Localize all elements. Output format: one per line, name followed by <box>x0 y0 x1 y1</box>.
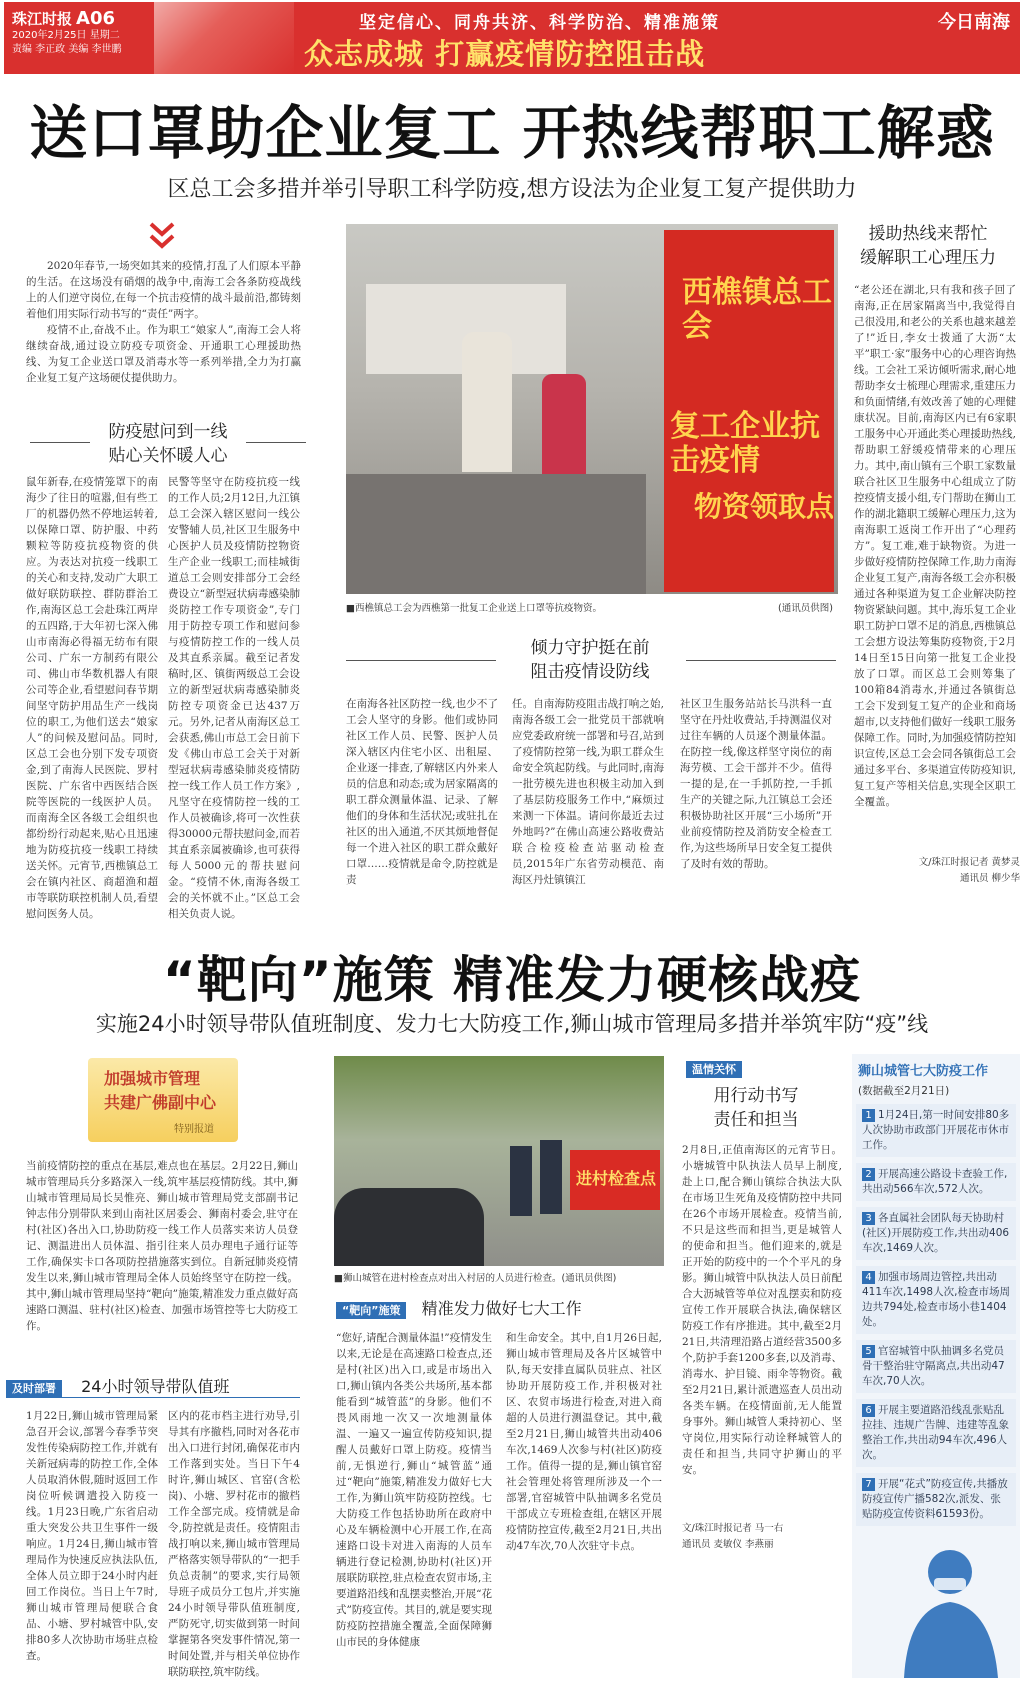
article2-section2-col2: 和生命安全。其中,自1月26日起,狮山城市管理局及各片区城管中队,每天安排直属队员驻点、社区协助开展防疫工作,并积极对社区、农贸市场进行检查,对进入商超的人员进行测温登记。其中,截至2月21日,狮山城管共出动406车次,1469人次参与村(社区)防疫工作。值得一提的是,狮山镇官窑社会管理处将管理所涉及一个一部署,官窑城管中队抽调多名党员干部成立专班检查组,在辖区开展疫情防控宣传,截至2月21日,共出动47车次,70人次驻守卡点。 <box>506 1332 662 1552</box>
section2-title <box>500 636 680 684</box>
article2-byline-1: 文/珠江时报记者 马一右 <box>682 1523 784 1534</box>
task-number-badge: 7 <box>862 1478 875 1491</box>
banner-text-1: 西樵镇总工会 <box>682 275 832 344</box>
article1-byline-1: 文/珠江时报记者 黄梦灵 <box>918 857 1020 868</box>
logo-line1: 加强城市管理 <box>104 1069 201 1088</box>
sidebar1-title <box>848 222 1008 270</box>
rule <box>246 442 306 443</box>
article1-section2-col1: 在南海各社区防控一线,也少不了工会人坚守的身影。他们或协同社区工作人员、民警、医护人员深入辖区内住宅小区、出租屋、企业逐一排查,了解辖区内外来人员的信息和动态;或为居家隔离的职工群众测量体温、记录、了解他们的身体和生活状况;或驻扎在社区的出入通道,不厌其烦地督促每一个进入社区的职工群众戴好口罩……疫情就是命令,防控就是责 <box>346 698 498 886</box>
task-text: 开展“花式”防疫宣传,共播放防疫宣传广播582次,派发、张贴防疫宣传资料61593份。 <box>862 1478 1008 1520</box>
article2-section2-title: 精准发力做好七大工作 <box>421 1299 582 1318</box>
article1-photo <box>346 224 838 594</box>
rule <box>686 660 836 661</box>
banner-text-2: 复工企业抗击疫情 <box>670 409 820 478</box>
article2-headline: “靶向”施策 精准发力硬核战疫 <box>162 951 862 1009</box>
checkpoint-sign-text: 进村检查点 <box>576 1169 657 1188</box>
slogan-top: 坚定信心、同舟共济、科学防治、精准施策 <box>359 13 720 33</box>
section2-title-line2: 阻击疫情设防线 <box>530 662 650 682</box>
photo-person <box>462 332 512 472</box>
article1-section2-col3: 社区卫生服务站站长马洪科一直坚守在丹灶收费站,手持测温仪对过往车辆的人员逐个测量体温。在防控一线,像这样坚守岗位的南海劳模、工会干部并不少。值得一提的是,在一手抓防控,一手抓生产的关键之际,九江镇总工会还积极协助社区开展“三小场所”开业前疫情防控及消防安全检查工作,为这些场所早日安全复工提供了及时有效的帮助。 <box>680 698 832 870</box>
section1-title-line2: 贴心关怀暖人心 <box>108 446 228 466</box>
chevron-down-icon <box>148 220 176 252</box>
task-number-badge: 5 <box>862 1345 875 1358</box>
task-text: 开展高速公路设卡查验工作,共出动566车次,572人次。 <box>862 1168 1008 1195</box>
task-list-item <box>856 1399 1016 1467</box>
article2-subheadline: 实施24小时领导带队值班制度、发力七大防疫工作,狮山城市管理局多措并举筑牢防“疫”线 <box>95 1012 929 1036</box>
special-report-logo <box>88 1058 238 1142</box>
tag-timely-deployment: 及时部署 <box>6 1380 62 1397</box>
seven-tasks-panel <box>852 1054 1020 1678</box>
task-text: 加强市场周边管控,共出动411车次,1498人次,检查市场周边共794处,检查市场小巷1404处。 <box>862 1271 1010 1328</box>
article2-photo-caption: ■狮山城管在进村检查点对出入村居的人员进行检查。(通讯员供图) <box>334 1273 617 1284</box>
sidebar1-title-line2: 缓解职工心理压力 <box>860 248 996 268</box>
task-number-badge: 2 <box>862 1168 875 1181</box>
sidebar2-title-line2: 责任和担当 <box>713 1110 799 1130</box>
slogan-main: 众志成城 打赢疫情防控阻击战 <box>304 37 706 71</box>
task-list-item <box>856 1340 1016 1393</box>
seven-tasks-subtitle: (数据截至2月21日) <box>858 1085 950 1097</box>
photo-checkpoint-board <box>570 1150 660 1210</box>
photo-person <box>542 374 586 474</box>
task-list-item <box>856 1104 1016 1157</box>
task-list-item <box>856 1163 1016 1201</box>
issue-date: 2020年2月25日 星期二 <box>12 30 120 41</box>
article2-section1-col1: 1月22日,狮山城市管理局紧急召开会议,部署今春季节突发性传染病防控工作,并就有关新冠病毒的防控工作,全体人员取消休假,随时返回工作岗位听候调遣投入防疫一线。1月23日晚,广东省启动重大突发公共卫生事件一级响应。1月24日,狮山城市管理局作为快速反应执法队伍,全体人员立即于24小时内赶回工作岗位。当日上午7时,狮山城市管理局便联合食品、小塘、罗村城管中队,安排80多人次协助市场驻点检查。 <box>26 1410 158 1662</box>
article2-section2-header <box>336 1296 664 1320</box>
article1-photo-caption: ■西樵镇总工会为西樵第一批复工企业送上口罩等抗疫物资。 <box>346 603 602 614</box>
article1-photo-credit: (通讯员供图) <box>778 603 833 614</box>
seven-tasks-list <box>852 1104 1020 1526</box>
article2-section2-col1: “您好,请配合测量体温!”疫情发生以来,无论是在高速路口检查点,还是村(社区)出入口,或是市场出入口,狮山镇内各类公共场所,基本都能看到“城管蓝”的身影。他们不畏风雨地一次又一次地测量体温、一遍又一遍宣传防疫知识,提醒人员戴好口罩上防疫。疫情当前,无惧逆行,狮山“城管蓝”通过“靶向”施策,精准发力做好七大工作,为狮山筑牢防疫防控线。七大防疫工作包括协助所在政府中心及车辆检测中心开展工作,在高速路口设卡对进入南海的人员车辆进行登记检测,协助村(社区)开展联防联控,驻点检查农贸市场,主要道路沿线和乱摆卖整治,开展“花式”防疫宣传。其目的,就是要实现防疫防控措施全覆盖,全面保障狮山市民的身体健康 <box>336 1332 492 1648</box>
section2-title-line1: 倾力守护挺在前 <box>530 638 650 658</box>
article1-subheadline: 区总工会多措并举引导职工科学防疫,想方设法为企业复工复产提供助力 <box>167 177 857 202</box>
article2-section1-title: 24小时领导带队值班 <box>81 1377 230 1396</box>
sidebar2-title <box>686 1084 826 1132</box>
task-text: 官窑城管中队抽调多名党员骨干整治驻守隔离点,共出动47车次,70人次。 <box>862 1345 1005 1387</box>
sidebar1-title-line1: 援助热线来帮忙 <box>868 224 988 244</box>
task-text: 各直属社会团队每天协助村(社区)开展防疫工作,共出动406车次,1469人次。 <box>862 1212 1010 1254</box>
article2-lead: 当前疫情防控的重点在基层,难点也在基层。2月22日,狮山城市管理局兵分多路深入一线,筑牢基层疫情防线。其中,狮山城市管理局局长吴惟亮、狮山城市管理局党支部副书记钟志伟分别带队来到山南社区居委会、狮南村委会,驻守在村(社区)各出入口,协助防疫一线工作人员落实来访人员登记、测温进出人员体温、指引往来人员办理电子通行证等工作,确保实卡口各项防控措施落实到位。自新冠肺炎疫情发生以来,狮山城市管理局全体人员始终坚守在防控一线。其中,狮山城市管理局坚持“靶向”施策,精准发力重点做好高速路口测温、驻村(社区)检查、加强市场管控等七大防疫工作。 <box>26 1160 298 1332</box>
article2-section1-col2: 区内的花市档主进行劝导,引导其有序撤档,同时对各花市出入口进行封闭,确保花市内工作落到实处。当日下午4时许,狮山城区、官窑(含松岗)、小塘、罗村花市的撤档工作全部完成。疫情就是命令,防控就是责任。疫情阻击战打响以来,狮山城市管理局严格落实领导带队的“一把手负总责制”的要求,实行局领导班子成员分工包片,并实施24小时领导带队值班制度,严防死守,切实做到第一时间掌握第各突发事件情况,第一时间处置,并与相关单位协作联防联控,筑牢防线。 <box>168 1410 300 1678</box>
article2-photo <box>334 1056 664 1266</box>
photo-person <box>510 1146 532 1216</box>
article1-lead-p2: 疫情不止,奋战不止。作为职工“娘家人”,南海工会人将继续奋战,通过设立防疫专项资金、开通职工心理援助热线、为复工企业送口罩及消毒水等一系列举措,全力为打赢企业复工复产这场硬仗提供助力。 <box>26 324 301 384</box>
photo-car <box>334 1188 484 1266</box>
masthead <box>4 2 1020 74</box>
task-text: 开展主要道路沿线乱张贴乱拉挂、违规广告牌、违建等乱象整治工作,共出动94车次,496人次。 <box>862 1404 1009 1461</box>
article2-byline-2: 通讯员 麦敏仪 李燕丽 <box>682 1539 774 1550</box>
task-list-item <box>856 1473 1016 1526</box>
task-text: 1月24日,第一时间安排80多人次协助市政部门开展花市休市工作。 <box>862 1109 1010 1151</box>
sidebar1-body: “老公还在湖北,只有我和孩子回了南海,正在居家隔离当中,我觉得自己很没用,和老公的关系也越来越差了!”近日,李女士拨通了大沥“太平”职工·家”服务中心的心理咨询热线。工会社工采访倾听需求,耐心地帮助李女士梳理心理需求,重建压力和负面情绪,有效改善了她的心理健康状况。目前,南海区内已有6家职工服务中心开通此类心理援助热线,帮助职工舒缓疫情带来的心理压力。其中,南山镇有三个职工家数量联合社区卫生服务中心组成立了防控疫情支援小组,专门帮助在狮山工作的湖北籍职工缓解心理压力,这为南海职工返岗工作开出了“心理药方”。复工难,难于缺物资。为进一步做好疫情防控保障工作,助力南海企业复工复产,南海各级工会亦积极通过各种渠道为复工企业解决防控物资紧缺问题。其中,海乐复工企业职工防护口罩不足的消息,西樵镇总工会想方设法筹集防疫物资,于2月14日至15日向第一批复工企业投放了口罩。而区总工会则筹集了100箱84消毒水,并通过各镇街总工会下发到复工复产的企业和商场超市,以支持他们做好一线职工服务保障工作。同时,为加强疫情防控知识宣传,区总工会会同各镇街总工会通过多平台、多渠道宣传防疫知识,复工复产等相关信息,实现全区职工全覆盖。 <box>854 284 1016 808</box>
photo-person <box>540 1140 562 1214</box>
person-silhouette-icon <box>864 1538 1014 1678</box>
task-list-item <box>856 1207 1016 1260</box>
article2-section1-header <box>6 1374 300 1398</box>
editor-credit: 责编 李正政 美编 李世鹏 <box>12 44 122 55</box>
sidebar2-tag-wrap <box>686 1058 742 1077</box>
article1-lead <box>26 258 301 398</box>
task-number-badge: 1 <box>862 1109 875 1122</box>
tag-warm-care: 温情关怀 <box>686 1061 742 1078</box>
tag-targeted-policy: “靶向”施策 <box>336 1302 406 1319</box>
article1-lead-p1: 2020年春节,一场突如其来的疫情,打乱了人们原本平静的生活。在这场没有硝烟的战争中,南海工会各条防疫战线上的人们逆守岗位,在每一个抗击疫情的战斗最前沿,都铸刻着他们用实际行动书写的“责任”两字。 <box>26 260 301 320</box>
photo-red-banner <box>664 230 834 592</box>
task-list-item <box>856 1266 1016 1334</box>
seven-tasks-title: 狮山城管七大防疫工作 <box>858 1064 989 1079</box>
section1-title <box>90 420 246 468</box>
task-number-badge: 6 <box>862 1404 875 1417</box>
page-code: A06 <box>76 8 115 29</box>
task-number-badge: 4 <box>862 1271 875 1284</box>
logo-line2: 共建广佛副中心 <box>104 1093 217 1112</box>
photo-floor <box>346 474 646 594</box>
banner-text-3: 物资领取点 <box>694 490 835 523</box>
sidebar2-title-line1: 用行动书写 <box>713 1086 799 1106</box>
paper-name: 珠江时报 <box>12 10 73 28</box>
rule <box>30 442 90 443</box>
article1-byline-2: 通讯员 柳少华 <box>959 873 1020 884</box>
section-name: 今日南海 <box>938 12 1010 33</box>
logo-line3: 特别报道 <box>174 1124 214 1135</box>
article1-section1-col1: 鼠年新春,在疫情笼罩下的南海少了往日的喧嚣,但有些工厂的机器仍然不停地运转着,以保障口罩、防护服、中药颗粒等防疫抗疫物资的供应。为表达对抗疫一线职工的关心和支持,发动广大职工做好联防联控、群防群治工作,南海区总工会赴珠江两岸的五四路,于大年初七深入佛山市南海必得福无纺布有限公司、广东一方制药有限公司、佛山市华数机器人有限公司等企业,看望慰问春节期间坚守防护用品生产一线岗位的职工,为他们送去“娘家人”的问候及慰问品。同时,区总工会也分别下发专项资金,到了南海人民医院、罗村医院、广东省中西医结合医院等医院的一线医护人员。而南海全区各级工会组织也都纷纷行动起来,贴心且迅速地为防疫抗疫一线职工持续送关怀。元宵节,西樵镇总工会在镇内社区、商超渔和超市等联防联控机制人员,看望慰问医务人员。 <box>26 476 158 920</box>
article1-section1-col2: 民警等坚守在防疫抗疫一线的工作人员;2月12日,九江镇总工会深入辖区慰问一线公安警辅人员,社区卫生服务中心医护人员及疫情防控物资生产企业一线职工;而桂城街道总工会则安排部分工会经费设立“新型冠状病毒感染肺炎防控工作专项资金”,专门用于防控专项工作和慰问参与疫情防控工作的一线人员及其直系亲属。截至记者发稿时,区、镇街两级总工会设立的新型冠状病毒感染肺炎防控专项资金已达437万元。另外,记者从南海区总工会获悉,佛山市总工会日前下发《佛山市总工会关于对新型冠状病毒感染肺炎疫情防控一线工作人员工作方案》,凡坚守在疫情防控一线的工作人员被确诊,将可一次性获得30000元帮扶慰问金,而若其直系亲属被确诊,也可获得每人5000元的帮扶慰问金。“疫情不休,南海各级工会的关怀就不止。”区总工会相关负责人说。 <box>168 476 300 920</box>
rule <box>346 660 496 661</box>
masthead-decoration <box>154 2 294 74</box>
section1-title-line1: 防疫慰问到一线 <box>108 422 228 442</box>
article1-section2-col2: 任。自南海防疫阻击战打响之始,南海各级工会一批党员干部就响应党委政府统一部署和号召,站到了疫情防控第一线,为职工群众生命安全筑起防线。与此同时,南海一批劳模先进也积极主动加入到了基层防疫服务工作中,“麻烦过来测一下体温。请问你最近去过外地吗?”在佛山高速公路收费站联合检疫检查站驱动检查员,2015年广东省劳动模范、南海区丹灶镇镇江 <box>512 698 664 886</box>
article1-headline: 送口罩助企业复工 开热线帮职工解惑 <box>29 99 995 167</box>
sidebar2-body: 2月8日,正值南海区的元宵节日。小塘城管中队执法人员早上制度,赴上口,配合狮山镇综合执法大队在市场卫生死角及疫情防控中共同在26个市场开展检查。疫情当前,不只是这些而和担当,更是城管人的使命和担当。他们迎来的,就是正开始的防疫中的一个个平凡的身影。狮山城管中队执法人员日前配合大沥城管等单位对乱摆卖和防疫宣传工作开展联合执法,确保辖区防疫工作有序推进。其中,截至2月21日,共清理沿路占道经营3500多个,防护手套1200多套,以及消毒、消毒水、护目镜、雨伞等物资。截至2月21日,累计派遣巡查人员出动各类车辆。在疫情面前,无人能置身事外。狮山城管人秉持初心、坚守岗位,用实际行动诠释城管人的责任和担当,共同守护狮山的平安。 <box>682 1144 842 1476</box>
task-number-badge: 3 <box>862 1212 875 1225</box>
